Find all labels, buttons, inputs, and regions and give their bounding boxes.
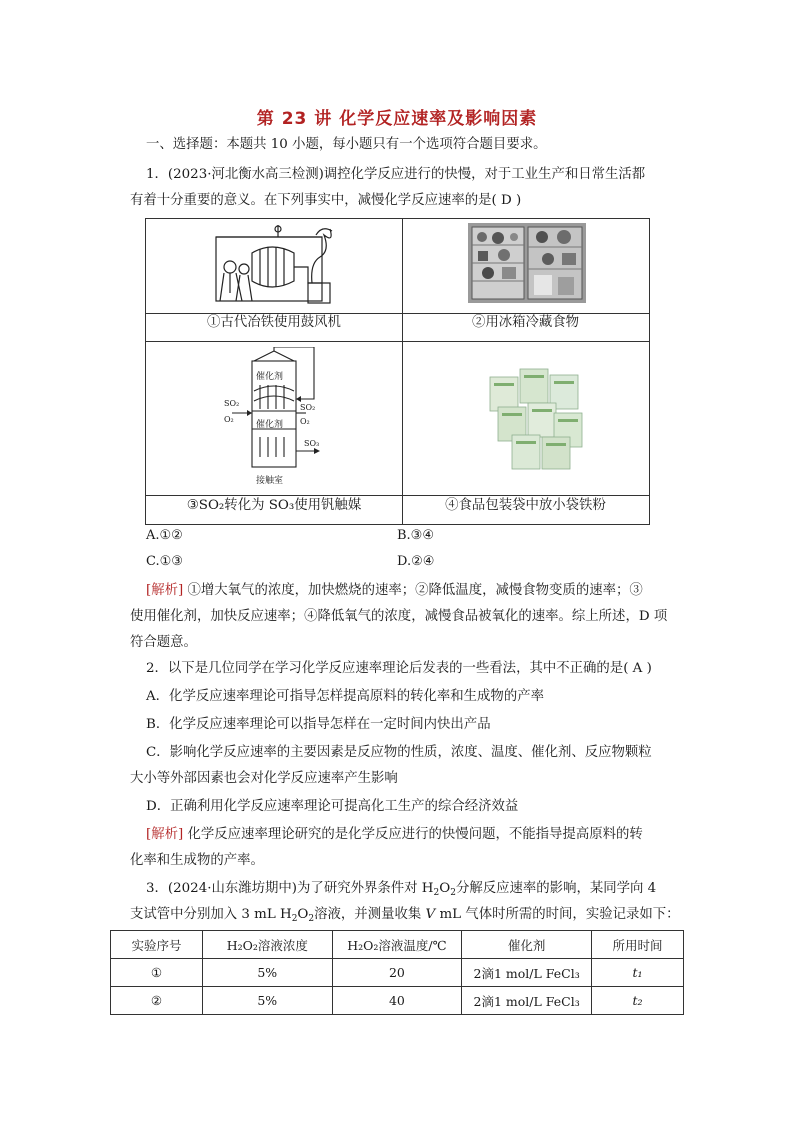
table-cell: ① xyxy=(111,959,203,987)
table-cell: t₂ xyxy=(592,987,684,1015)
column-header: 所用时间 xyxy=(592,931,684,959)
divider xyxy=(146,495,649,496)
analysis-text: ①增大氧气的浓度，加快燃烧的速率；②降低温度，减慢食物变质的速率；③ xyxy=(187,583,643,598)
inlet-label-o2: O₂ xyxy=(224,415,234,424)
q2-option-c-line1: C．影响化学反应速率的主要因素是反应物的性质，浓度、温度、催化剂、反应物颗粒 xyxy=(146,745,652,760)
q1-option-b: B.③④ xyxy=(397,528,434,543)
q3-stem-line2: 支试管中分别加入 3 mL $H_2O_2$溶液，并测量收集 V mL 气体时所需的时间，实验记录如下： xyxy=(130,907,680,924)
q1-analysis-line1 xyxy=(146,582,706,600)
column-header: H₂O₂溶液浓度 xyxy=(202,931,332,959)
q2-option-a: A．化学反应速率理论可指导怎样提高原料的转化率和生成物的产率 xyxy=(146,689,544,704)
q1-option-c: C.①③ xyxy=(146,554,183,569)
q3-stem-line1: 3．(2024·山东潍坊期中)为了研究外界条件对 $H_2O_2$分解反应速率的影响，某同学向 4 xyxy=(146,881,657,898)
iron-powder-packets-photo xyxy=(488,367,584,475)
column-header: 实验序号 xyxy=(111,931,203,959)
table-cell: 5% xyxy=(202,959,332,987)
analysis-tag: [解析] xyxy=(146,583,184,598)
q1-figure-table xyxy=(145,218,650,525)
q2-option-d: D．正确利用化学反应速率理论可提高化工生产的综合经济效益 xyxy=(146,799,519,814)
text: 支试管中分别加入 3 mL H xyxy=(130,907,292,922)
column-header: H₂O₂溶液温度/℃ xyxy=(332,931,462,959)
outlet-label-so3: SO₃ xyxy=(304,439,320,448)
q1-stem-line1: 1．(2023·河北衡水高三检测)调控化学反应进行的快慢，对于工业生产和日常生活都 xyxy=(146,167,646,182)
experiment-table xyxy=(110,930,684,1015)
q1-analysis-line3: 符合题意。 xyxy=(130,635,197,650)
caption-2: ②用冰箱冷藏食物 xyxy=(471,315,580,330)
caption-3: ③SO₂转化为 SO₃使用钒触媒 xyxy=(186,498,362,513)
table-row xyxy=(111,959,684,987)
caption-4: ④食品包装袋中放小袋铁粉 xyxy=(445,498,606,513)
q1-option-d: D.②④ xyxy=(397,554,435,569)
table-cell: 40 xyxy=(332,987,462,1015)
text: 分解反应速率的影响，某同学向 4 xyxy=(455,881,657,896)
q2-option-c-line2: 大小等外部因素也会对化学反应速率产生影响 xyxy=(130,771,398,786)
q2-option-b: B．化学反应速率理论可以指导怎样在一定时间内快出产品 xyxy=(146,717,491,732)
contact-chamber-diagram xyxy=(224,347,336,495)
inlet-label-so2: SO₂ xyxy=(224,399,240,408)
text: O xyxy=(297,907,309,922)
catalyst-label-bottom: 催化剂 xyxy=(256,420,284,430)
table-cell: t₁ xyxy=(592,959,684,987)
q2-stem: 2．以下是几位同学在学习化学反应速率理论后发表的一些看法，其中不正确的是( A ) xyxy=(146,661,652,676)
divider xyxy=(146,341,649,342)
catalyst-label-top: 催化剂 xyxy=(256,372,284,382)
table-cell: 2滴1 mol/L FeCl₃ xyxy=(462,959,592,987)
bellows-illustration xyxy=(212,223,337,313)
text: 溶液，并测量收集 xyxy=(314,907,426,922)
q2-analysis-line1 xyxy=(146,826,706,844)
text: 3．(2024·山东潍坊期中)为了研究外界条件对 H xyxy=(146,881,434,896)
table-cell: 2滴1 mol/L FeCl₃ xyxy=(462,987,592,1015)
q1-option-a: A.①② xyxy=(146,528,183,543)
table-header-row xyxy=(111,931,684,959)
q1-stem-line2: 有着十分重要的意义。在下列事实中，减慢化学反应速率的是( D ) xyxy=(130,193,522,208)
outlet-label-so2: SO₂ xyxy=(300,403,316,412)
text: O xyxy=(439,881,451,896)
table-cell: 20 xyxy=(332,959,462,987)
text: mL 气体时所需的时间，实验记录如下： xyxy=(435,907,680,922)
caption-1: ①古代冶铁使用鼓风机 xyxy=(207,315,341,330)
fridge-photo xyxy=(468,223,586,307)
analysis-text: 化学反应速率理论研究的是化学反应进行的快慢问题，不能指导提高原料的转 xyxy=(187,827,643,842)
analysis-tag: [解析] xyxy=(146,827,184,842)
table-cell: 5% xyxy=(202,987,332,1015)
table-cell: ② xyxy=(111,987,203,1015)
table-row xyxy=(111,987,684,1015)
section-heading: 一、选择题：本题共 10 小题，每小题只有一个选项符合题目要求。 xyxy=(146,137,547,152)
column-header: 催化剂 xyxy=(462,931,592,959)
text: V xyxy=(425,907,436,922)
q1-analysis-line2: 使用催化剂，加快反应速率；④降低氧气的浓度，减慢食品被氧化的速率。综上所述，D 项 xyxy=(130,609,668,624)
chamber-label: 接触室 xyxy=(256,476,284,486)
divider xyxy=(402,219,403,524)
outlet-label-o2: O₂ xyxy=(300,417,310,426)
page-title: 第 23 讲 化学反应速率及影响因素 xyxy=(256,109,538,129)
q2-analysis-line2: 化率和生成物的产率。 xyxy=(130,853,264,868)
